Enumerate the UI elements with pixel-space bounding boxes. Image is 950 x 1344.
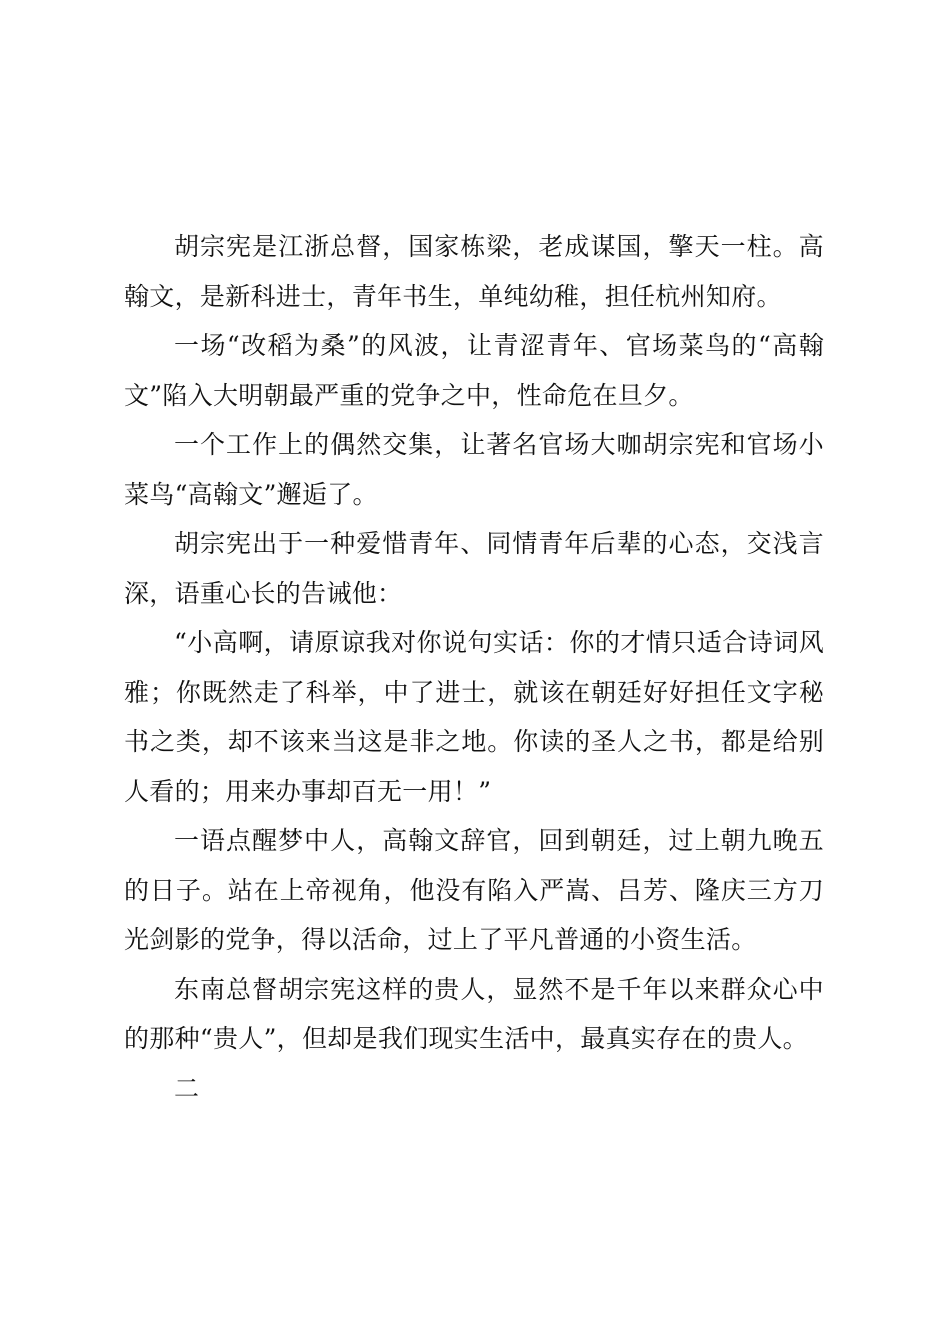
paragraph-7: 东南总督胡宗宪这样的贵人，显然不是千年以来群众心中的那种“贵人”，但却是我们现实生活中，最真实存在的贵人。 (124, 974, 824, 1053)
quote-paragraph: “小高啊，请原谅我对你说句实话：你的才情只适合诗词风雅；你既然走了科举，中了进士，就该在朝廷好好担任文字秘书之类，却不该来当这是非之地。你读的圣人之书，都是给别人看的；用来办事却百无一用！” (124, 628, 824, 806)
paragraph-3: 一个工作上的偶然交集，让著名官场大咖胡宗宪和官场小菜鸟“高翰文”邂逅了。 (124, 430, 824, 509)
section-number: 二 (174, 1073, 200, 1103)
paragraph-4: 胡宗宪出于一种爱惜青年、同情青年后辈的心态，交浅言深，语重心长的告诫他： (124, 529, 824, 608)
paragraph-6: 一语点醒梦中人，高翰文辞官，回到朝廷，过上朝九晚五的日子。站在上帝视角，他没有陷入严嵩、吕芳、隆庆三方刀光剑影的党争，得以活命，过上了平凡普通的小资生活。 (124, 826, 824, 954)
paragraph-1: 胡宗宪是江浙总督，国家栋梁，老成谋国，擎天一柱。高翰文，是新科进士，青年书生，单纯幼稚，担任杭州知府。 (124, 232, 824, 311)
body-text (124, 222, 824, 1113)
paragraph-2: 一场“改稻为桑”的风波，让青涩青年、官场菜鸟的“高翰文”陷入大明朝最严重的党争之中，性命危在旦夕。 (124, 331, 824, 410)
